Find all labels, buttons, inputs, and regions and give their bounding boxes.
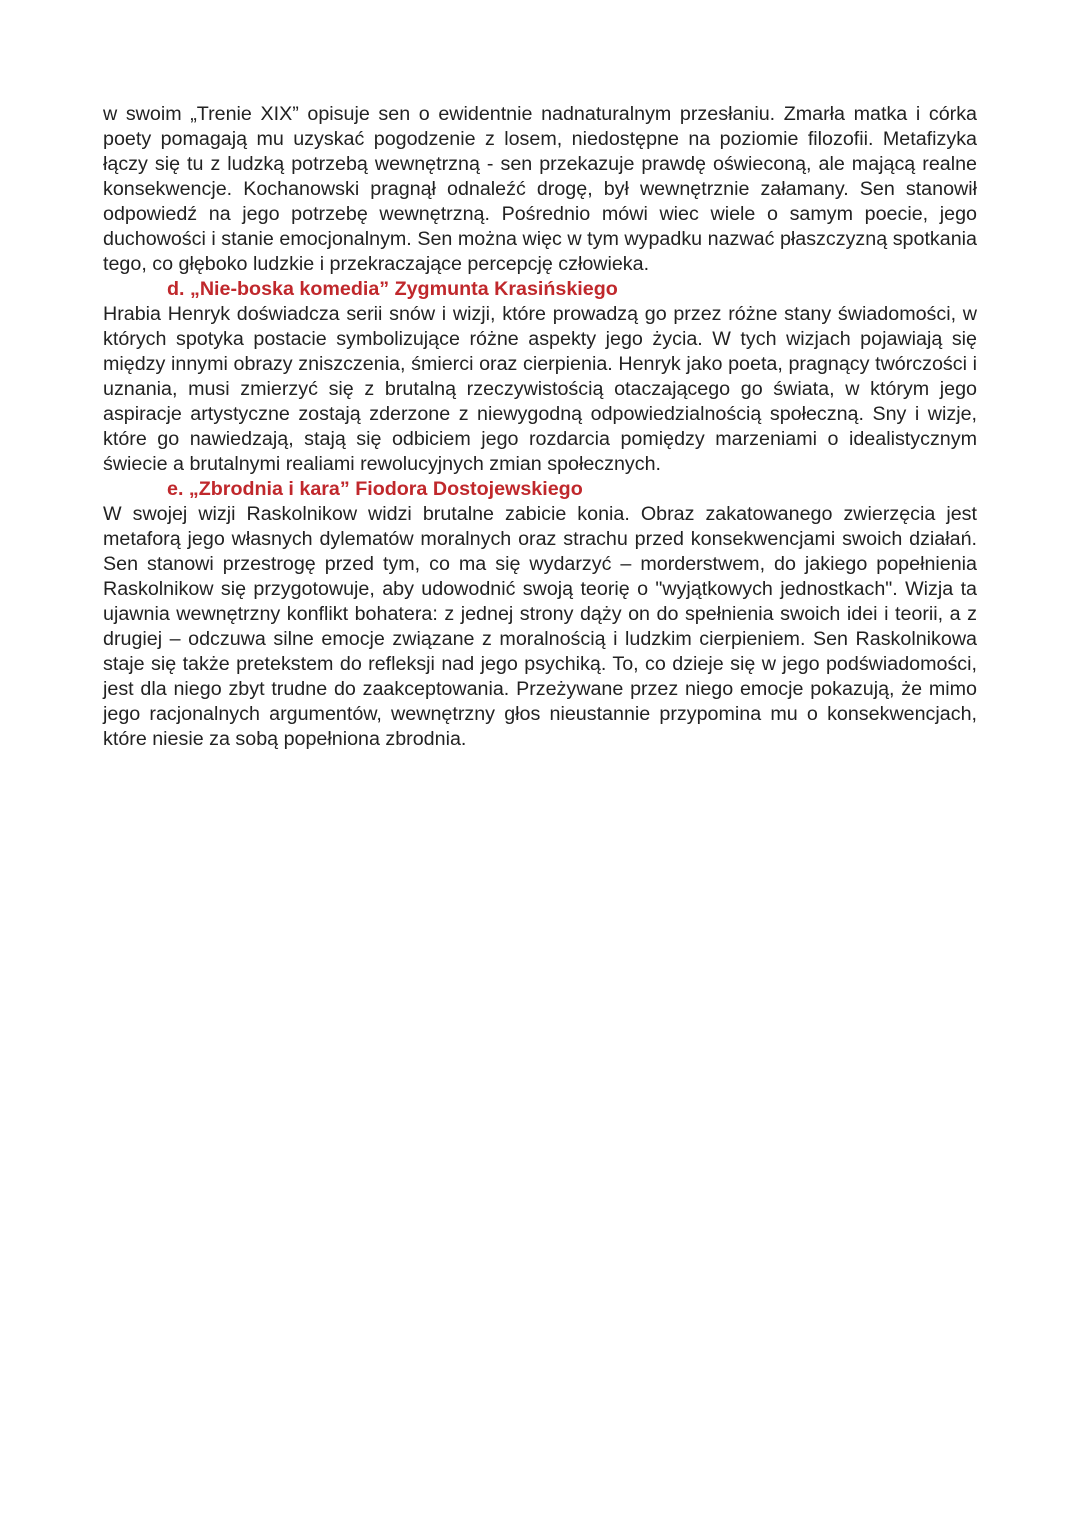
section-paragraph-d: Hrabia Henryk doświadcza serii snów i wizji, które prowadzą go przez różne stany świadomości, w których spotyka postacie symbolizujące różne aspekty jego życia. W tych wizjach pojawiają się między innymi obrazy zniszczenia, śmierci oraz cierpienia. Henryk jako poeta, pragnący twórczości i uznania, musi zmierzyć się z brutalną rzeczywistością otaczającego go świata, w którym jego aspiracje artystyczne zostają zderzone z niewygodną odpowiedzialnością społeczną. Sny i wizje, które go nawiedzają, stają się odbiciem jego rozdarcia pomiędzy marzeniami o idealistycznym świecie a brutalnymi realiami rewolucyjnych zmian społecznych.	[103, 303, 977, 475]
section-marker: d.	[167, 278, 185, 300]
document-page	[103, 102, 977, 752]
intro-paragraph: w swoim „Trenie XIX” opisuje sen o ewidentnie nadnaturalnym przesłaniu. Zmarła matka i córka poety pomagają mu uzyskać pogodzenie z losem, niedostępne na poziomie filozofii. Metafizyka łączy się tu z ludzką potrzebą wewnętrzną - sen przekazuje prawdę oświeconą, ale mającą realne konsekwencje. Kochanowski pragnął odnaleźć drogę, był wewnętrznie załamany. Sen stanowił odpowiedź na jego potrzebę wewnętrzną. Pośrednio mówi wiec wiele o samym poecie, jego duchowości i stanie emocjonalnym. Sen można więc w tym wypadku nazwać płaszczyzną spotkania tego, co głęboko ludzkie i przekraczające percepcję człowieka.	[103, 103, 977, 275]
section-marker: e.	[167, 478, 184, 500]
section-paragraph-e: W swojej wizji Raskolnikow widzi brutalne zabicie konia. Obraz zakatowanego zwierzęcia jest metaforą jego własnych dylematów moralnych oraz strachu przed konsekwencjami swoich działań. Sen stanowi przestrogę przed tym, co ma się wydarzyć – morderstwem, do jakiego popełnienia Raskolnikow się przygotowuje, aby udowodnić swoją teorię o "wyjątkowych jednostkach". Wizja ta ujawnia wewnętrzny konflikt bohatera: z jednej strony dąży on do spełnienia swoich idei i teorii, a z drugiej – odczuwa silne emocje związane z moralnością i ludzkim cierpieniem. Sen Raskolnikowa staje się także pretekstem do refleksji nad jego psychiką. To, co dzieje się w jego podświadomości, jest dla niego zbyt trudne do zaakceptowania. Przeżywane przez niego emocje pokazują, że mimo jego racjonalnych argumentów, wewnętrzny głos nieustannie przypomina mu o konsekwencjach, które niesie za sobą popełniona zbrodnia.	[103, 503, 977, 750]
section-title: „Zbrodnia i kara” Fiodora Dostojewskiego	[188, 478, 583, 500]
section-title: „Nie-boska komedia” Zygmunta Krasińskiego	[189, 278, 618, 300]
section-heading-d	[103, 277, 977, 302]
section-heading-e	[103, 477, 977, 502]
